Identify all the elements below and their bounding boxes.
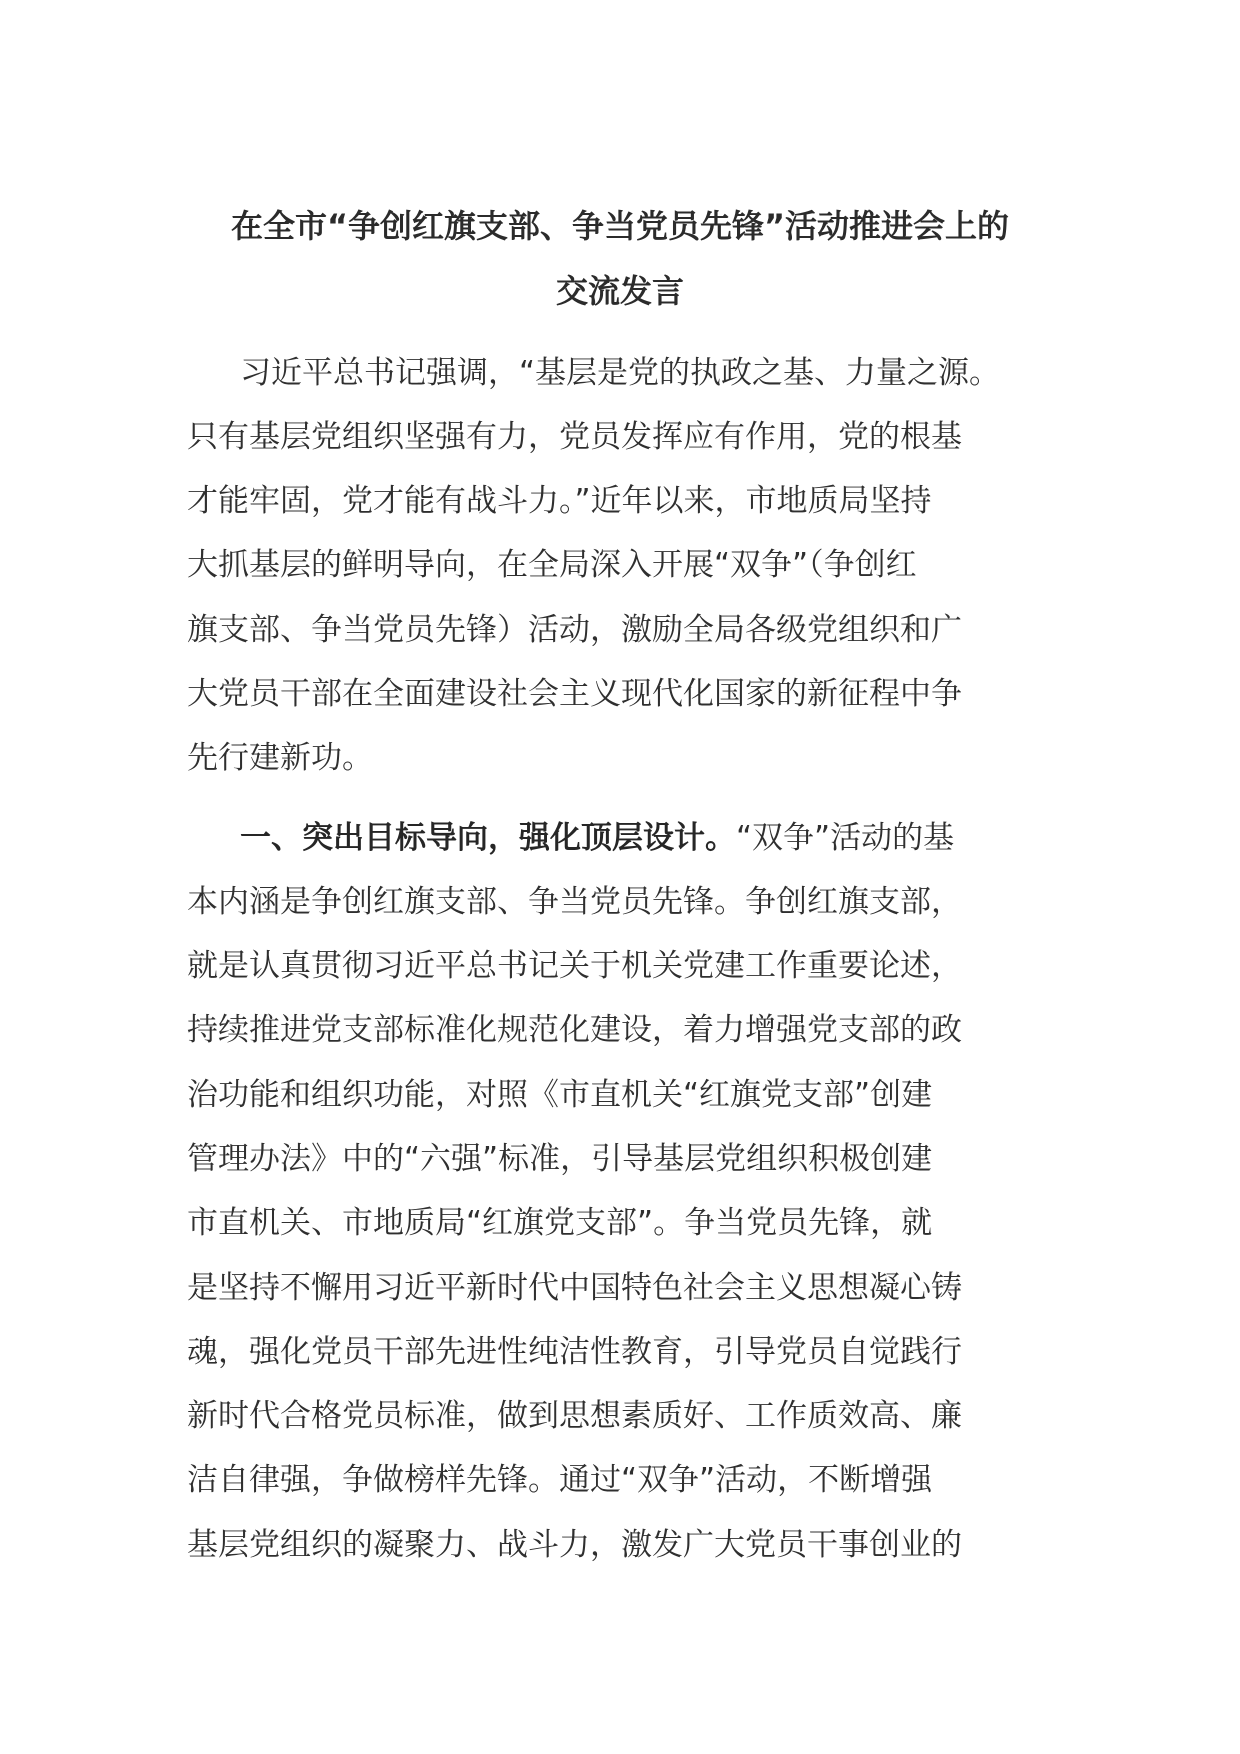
section-1-line-2: 本内涵是争创红旗支部、争当党员先锋。争创红旗支部， — [187, 884, 962, 920]
paragraph-1-line-4: 大抓基层的鲜明导向，在全局深入开展“双争”（争创红 — [187, 547, 917, 583]
document-title-line-2: 交流发言 — [555, 272, 684, 310]
section-1-line-12: 基层党组织的凝聚力、战斗力，激发广大党员干事创业的 — [187, 1527, 962, 1563]
section-1-line-9: 魂，强化党员干部先进性纯洁性教育，引导党员自觉践行 — [187, 1334, 962, 1370]
section-1-line-4: 持续推进党支部标准化规范化建设，着力增强党支部的政 — [187, 1012, 962, 1048]
section-1-line-3: 就是认真贯彻习近平总书记关于机关党建工作重要论述， — [187, 948, 962, 984]
paragraph-1-line-3: 才能牢固，党才能有战斗力。”近年以来，市地质局坚持 — [187, 483, 932, 519]
section-1-line-10: 新时代合格党员标准，做到思想素质好、工作质效高、廉 — [187, 1398, 962, 1434]
section-1-line-6: 管理办法》中的“六强”标准，引导基层党组织积极创建 — [187, 1141, 933, 1177]
section-1-line-5: 治功能和组织功能，对照《市直机关“红旗党支部”创建 — [187, 1077, 933, 1113]
paragraph-1-line-5: 旗支部、争当党员先锋）活动，激励全局各级党组织和广 — [187, 612, 962, 648]
document-title-line-1: 在全市“争创红旗支部、争当党员先锋”活动推进会上的 — [230, 207, 1010, 245]
paragraph-1-line-7: 先行建新功。 — [187, 740, 373, 776]
section-1-line-7: 市直机关、市地质局“红旗党支部”。争当党员先锋，就 — [187, 1205, 933, 1241]
paragraph-1-line-2: 只有基层党组织坚强有力，党员发挥应有作用，党的根基 — [187, 419, 962, 455]
section-1-line-11: 洁自律强，争做榜样先锋。通过“双争”活动，不断增强 — [187, 1462, 933, 1498]
paragraph-1-line-1: 习近平总书记强调，“基层是党的执政之基、力量之源。 — [240, 355, 1001, 391]
section-1-first-line — [240, 818, 954, 858]
paragraph-1-line-6: 大党员干部在全面建设社会主义现代化国家的新征程中争 — [187, 676, 962, 712]
section-1-line-8: 是坚持不懈用习近平新时代中国特色社会主义思想凝心铸 — [187, 1270, 962, 1306]
section-1-heading: 一、突出目标导向，强化顶层设计。 — [240, 820, 736, 856]
section-1-first-line-rest: “双争”活动的基 — [736, 820, 955, 856]
